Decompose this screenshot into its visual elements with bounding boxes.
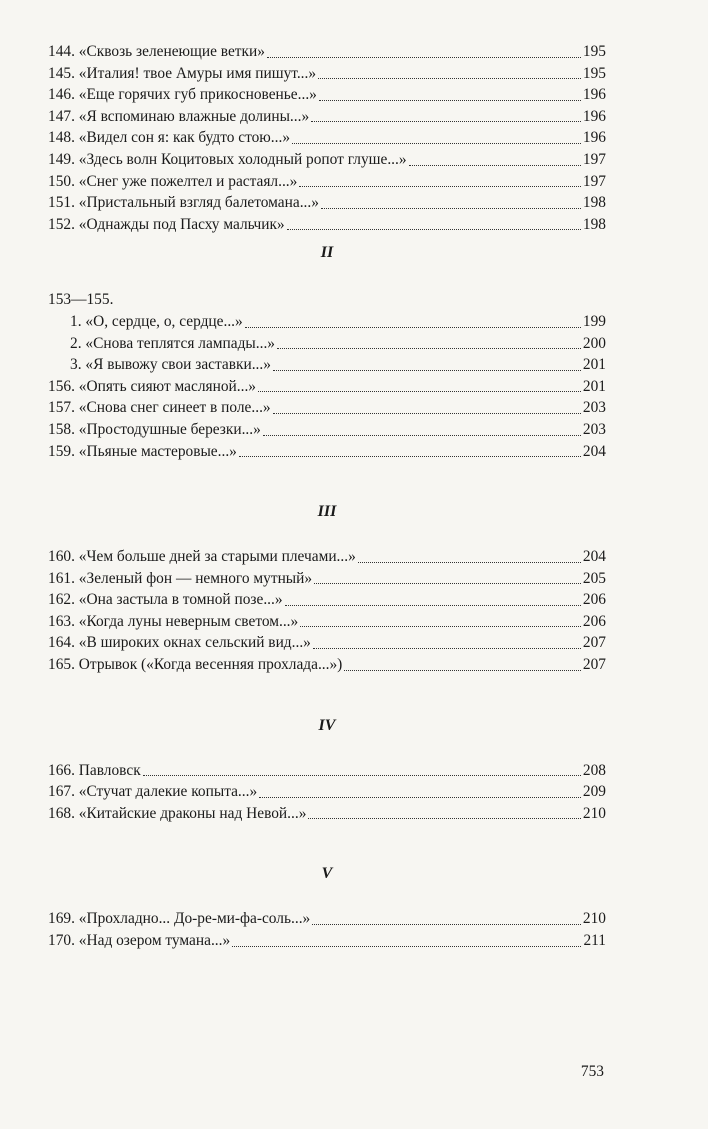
entry-title (48, 632, 311, 654)
toc-entry (48, 441, 606, 463)
entry-number: 146. (48, 86, 75, 104)
entry-title-text: «Китайские драконы над Невой...» (78, 804, 307, 822)
section-heading: III (317, 503, 337, 521)
entry-title (48, 589, 283, 611)
entry-number: 164. (48, 634, 75, 652)
dot-leader (344, 670, 581, 671)
entry-number: 147. (48, 107, 75, 125)
entry-title-text: «Сквозь зеленеющие ветки» (78, 43, 265, 60)
section-heading: V (321, 865, 333, 883)
toc-entry (48, 654, 606, 676)
entry-title-text: «Италия! твое Амуры имя пишут...» (78, 64, 317, 82)
dot-leader (292, 143, 581, 144)
entry-number: 163. (48, 612, 75, 630)
toc-entry (48, 632, 606, 654)
entry-page: 208 (582, 761, 606, 779)
entry-title-text: «Пристальный взгляд балетомана...» (78, 194, 319, 212)
entry-title-text: «Опять сияют масляной...» (78, 377, 256, 395)
entry-number: 167. (48, 783, 75, 801)
toc-entry (48, 589, 606, 611)
dot-leader (318, 78, 581, 79)
toc-entry (48, 149, 606, 171)
entry-page: 205 (582, 569, 606, 587)
entry-page: 204 (582, 442, 606, 460)
entry-number: 165. (48, 656, 75, 674)
toc-entry (48, 106, 606, 128)
entry-title-text: «В широких окнах сельский вид...» (78, 634, 311, 652)
entry-title-text: «Прохладно... До-ре-ми-фа-соль...» (78, 910, 311, 928)
table-of-contents (48, 41, 606, 952)
toc-entry (48, 354, 606, 376)
entry-title-text: «Пьяные мастеровые...» (78, 442, 237, 460)
entry-number: 159. (48, 442, 75, 460)
entry-number: 156. (48, 377, 75, 395)
entry-page: 203 (582, 399, 606, 417)
entry-number: 168. (48, 804, 75, 822)
entry-number: 150. (48, 172, 75, 190)
entry-title-text: «Простодушные березки...» (78, 420, 261, 438)
toc-entry (48, 84, 606, 106)
entry-page: 210 (582, 804, 606, 822)
toc-entry (48, 192, 606, 214)
entry-page: 201 (582, 377, 606, 395)
dot-leader (314, 583, 581, 584)
toc-entry (48, 568, 606, 590)
dot-leader (299, 186, 581, 187)
entry-page: 206 (582, 591, 606, 609)
entry-title-text: Павловск (78, 761, 141, 779)
entry-title (48, 192, 319, 214)
toc-entry (48, 397, 606, 419)
entry-page: 196 (582, 86, 606, 104)
entry-title (48, 760, 141, 782)
entry-title-text: «Я вспоминаю влажные долины...» (78, 107, 310, 125)
entry-page: 198 (582, 194, 606, 212)
entry-title-text: «Стучат далекие копыта...» (78, 783, 258, 801)
dot-leader (311, 121, 581, 122)
dot-leader (273, 413, 581, 414)
toc-entry (48, 333, 606, 355)
entry-title (48, 171, 297, 193)
dot-leader (245, 327, 581, 328)
dot-leader (285, 605, 581, 606)
entry-page: 204 (582, 548, 606, 566)
entry-number: 151. (48, 194, 75, 212)
dot-leader (143, 775, 581, 776)
entry-title-text: «Зеленый фон — немного мутный» (78, 569, 313, 587)
entry-page: 195 (582, 43, 606, 60)
entry-page: 200 (582, 334, 606, 352)
entry-title-text: «Здесь волн Коцитовых холодный ропот глуше...» (78, 150, 407, 168)
toc-entry (48, 376, 606, 398)
entry-page: 207 (582, 634, 606, 652)
entry-number: 169. (48, 910, 75, 928)
entry-number: 162. (48, 591, 75, 609)
toc-entry (48, 611, 606, 633)
dot-leader (308, 818, 581, 819)
entry-title (48, 781, 257, 803)
entry-title-text: Отрывок («Когда весенняя прохлада...») (78, 656, 343, 674)
entry-title-text: «Над озером тумана...» (78, 932, 231, 950)
group-label: 153—155. (48, 291, 114, 309)
entry-title (48, 376, 256, 398)
dot-leader (239, 456, 581, 457)
dot-leader (287, 229, 581, 230)
entry-title (48, 63, 316, 85)
entry-page: 201 (582, 356, 606, 374)
entry-number: 2. (70, 334, 82, 352)
entry-number: 160. (48, 548, 75, 566)
entry-number: 149. (48, 150, 75, 168)
dot-leader (273, 370, 581, 371)
dot-leader (232, 946, 581, 947)
toc-entry (48, 41, 606, 63)
dot-leader (313, 648, 581, 649)
dot-leader (319, 100, 581, 101)
entry-page: 195 (582, 64, 606, 82)
entry-page: 206 (582, 612, 606, 630)
entry-title-text: «Она застыла в томной позе...» (78, 591, 283, 609)
entry-number: 144. (48, 43, 75, 60)
toc-entry (48, 311, 606, 333)
entry-title (48, 397, 271, 419)
entry-title-text: «Снова теплятся лампады...» (85, 334, 275, 352)
entry-page: 198 (582, 215, 606, 233)
entry-page: 197 (582, 172, 606, 190)
dot-leader (321, 208, 581, 209)
entry-title-text: «Чем больше дней за старыми плечами...» (78, 548, 356, 566)
entry-number: 3. (70, 356, 82, 374)
entry-number: 148. (48, 129, 75, 147)
dot-leader (300, 626, 581, 627)
toc-entry (48, 908, 606, 930)
entry-title (48, 568, 312, 590)
entry-number: 157. (48, 399, 75, 417)
entry-number: 152. (48, 215, 75, 233)
entry-title (48, 333, 275, 355)
toc-entry (48, 127, 606, 149)
entry-page: 196 (582, 107, 606, 125)
entry-title-text: «Когда луны неверным светом...» (78, 612, 299, 630)
entry-title-text: «Снег уже пожелтел и растаял...» (78, 172, 298, 190)
entry-title (48, 41, 265, 63)
page-number: 753 (580, 1063, 604, 1080)
entry-title-text: «Еще горячих губ прикосновенье...» (78, 86, 317, 104)
entry-page: 207 (582, 656, 606, 674)
entry-title (48, 419, 261, 441)
entry-title (48, 908, 310, 930)
entry-page: 211 (583, 932, 606, 950)
entry-number: 1. (70, 312, 82, 330)
toc-entry (48, 930, 606, 952)
entry-title-text: «Я вывожу свои заставки...» (85, 356, 271, 374)
dot-leader (258, 391, 581, 392)
entry-title-text: «Снова снег синеет в поле...» (78, 399, 271, 417)
entry-title (48, 803, 306, 825)
dot-leader (312, 924, 581, 925)
entry-title (48, 149, 407, 171)
entry-title (48, 354, 271, 376)
dot-leader (409, 165, 581, 166)
entry-number: 170. (48, 932, 75, 950)
entry-page: 196 (582, 129, 606, 147)
entry-number: 145. (48, 64, 75, 82)
entry-page: 209 (582, 783, 606, 801)
entry-title (48, 930, 230, 952)
dot-leader (259, 797, 581, 798)
toc-entry (48, 214, 606, 236)
entry-page: 203 (582, 420, 606, 438)
entry-page: 197 (582, 150, 606, 168)
entry-number: 158. (48, 420, 75, 438)
entry-title (48, 106, 309, 128)
toc-entry (48, 546, 606, 568)
entry-title (48, 546, 356, 568)
entry-title-text: «Видел сон я: как будто стою...» (78, 129, 291, 147)
entry-title (48, 127, 290, 149)
entry-page: 210 (582, 910, 606, 928)
entry-title-text: «О, сердце, о, сердце...» (85, 312, 243, 330)
dot-leader (277, 348, 581, 349)
entry-title (48, 611, 298, 633)
entry-number: 166. (48, 761, 75, 779)
toc-entry (48, 419, 606, 441)
dot-leader (263, 435, 581, 436)
entry-page: 199 (582, 312, 606, 330)
entry-title (48, 441, 237, 463)
entry-number: 161. (48, 569, 75, 587)
entry-title-text: «Однажды под Пасху мальчик» (78, 215, 285, 233)
entry-title (48, 654, 342, 676)
toc-entry (48, 803, 606, 825)
toc-entry (48, 171, 606, 193)
toc-entry (48, 760, 606, 782)
dot-leader (358, 562, 581, 563)
section-heading: II (320, 244, 334, 262)
dot-leader (267, 57, 581, 58)
section-heading: IV (318, 716, 336, 734)
toc-entry (48, 781, 606, 803)
toc-entry (48, 63, 606, 85)
entry-title (48, 311, 243, 333)
entry-title (48, 214, 285, 236)
entry-title (48, 84, 317, 106)
